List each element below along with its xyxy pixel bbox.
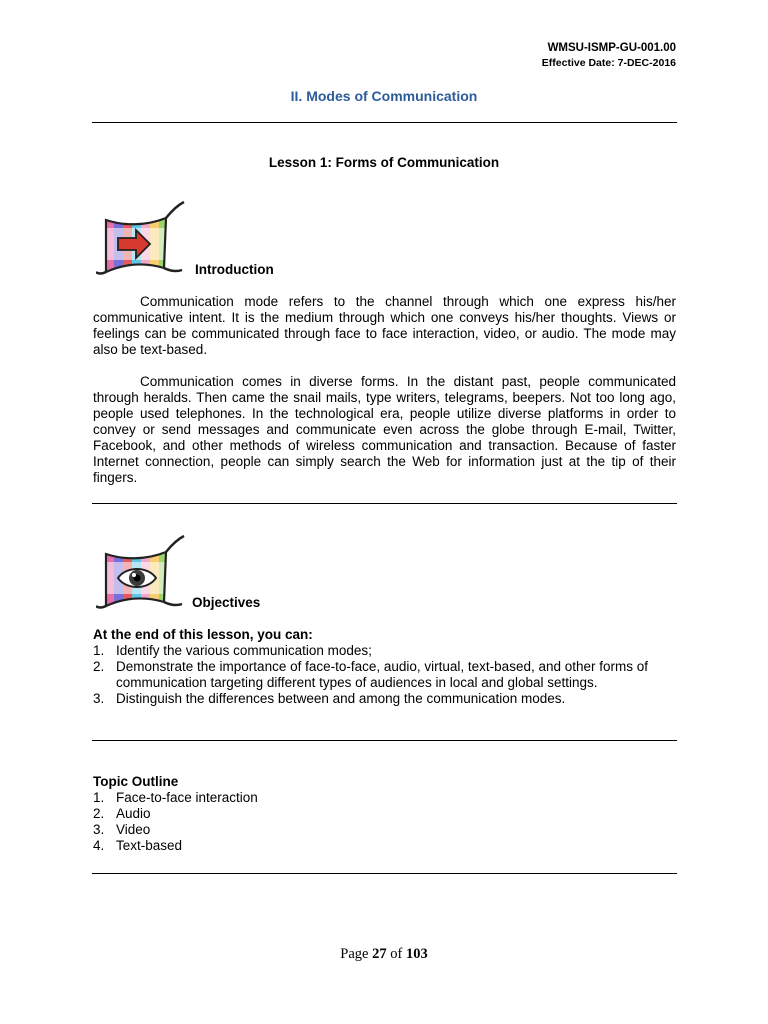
list-text: Text-based <box>116 838 183 853</box>
list-number: 1. <box>93 643 105 658</box>
list-number: 2. <box>93 659 105 674</box>
list-text: Identify the various communication modes; <box>116 643 372 658</box>
banner-eye-icon <box>96 532 188 612</box>
list-item <box>93 806 676 822</box>
list-number: 3. <box>93 822 105 837</box>
list-item <box>93 838 676 854</box>
page-number <box>0 946 768 963</box>
list-text: Demonstrate the importance of face-to-face, audio, virtual, text-based, and other forms of communication targeting different types of audiences in local and global settings. <box>116 659 649 690</box>
paragraph: Communication comes in diverse forms. In the distant past, people communicated through heralds. Then came the snail mails, type writers, telegrams, beepers. Not too long ago, people used telephones. In the technological era, people utilize diverse platforms in order to convey or send messages and communicate even across the globe through E-mail, Twitter, Facebook, and other methods of wireless communication and transaction. Because of faster Internet connection, people can simply search the Web for information just at the tip of their fingers. <box>93 374 676 485</box>
banner-arrow-icon <box>96 198 188 278</box>
list-text: Face-to-face interaction <box>116 790 258 805</box>
list-item <box>93 790 676 806</box>
topic-outline-heading: Topic Outline <box>93 774 179 789</box>
introduction-heading: Introduction <box>195 262 274 277</box>
list-item <box>93 822 676 838</box>
page-word: Page <box>340 946 369 962</box>
list-text: Distinguish the differences between and among the communication modes. <box>116 691 566 706</box>
list-item <box>93 643 676 659</box>
list-item <box>93 659 676 691</box>
page-of: of <box>390 946 403 962</box>
list-text: Audio <box>116 806 151 821</box>
list-number: 4. <box>93 838 105 853</box>
divider <box>92 122 677 123</box>
topic-outline-list <box>93 774 676 854</box>
document-code: WMSU-ISMP-GU-001.00 <box>547 42 676 54</box>
introduction-body <box>93 294 676 486</box>
list-text: Video <box>116 822 151 837</box>
divider <box>92 740 677 741</box>
paragraph: Communication mode refers to the channel through which one express his/her communicative intent. It is the medium through which one conveys his/her thoughts. Views or feelings can be communicated through face to face interaction, video, or audio. The mode may also be text-based. <box>93 294 676 357</box>
effective-date: Effective Date: 7-DEC-2016 <box>541 57 676 69</box>
objectives-list <box>93 627 676 707</box>
objectives-heading: Objectives <box>192 595 261 610</box>
page-total: 103 <box>405 946 428 962</box>
objectives-lead: At the end of this lesson, you can: <box>93 627 313 642</box>
list-item <box>93 691 676 707</box>
list-number: 2. <box>93 806 105 821</box>
page-current: 27 <box>372 946 387 962</box>
lesson-title: Lesson 1: Forms of Communication <box>268 155 500 170</box>
divider <box>92 503 677 504</box>
divider <box>92 873 677 874</box>
section-title: II. Modes of Communication <box>290 88 478 104</box>
list-number: 3. <box>93 691 105 706</box>
list-number: 1. <box>93 790 105 805</box>
